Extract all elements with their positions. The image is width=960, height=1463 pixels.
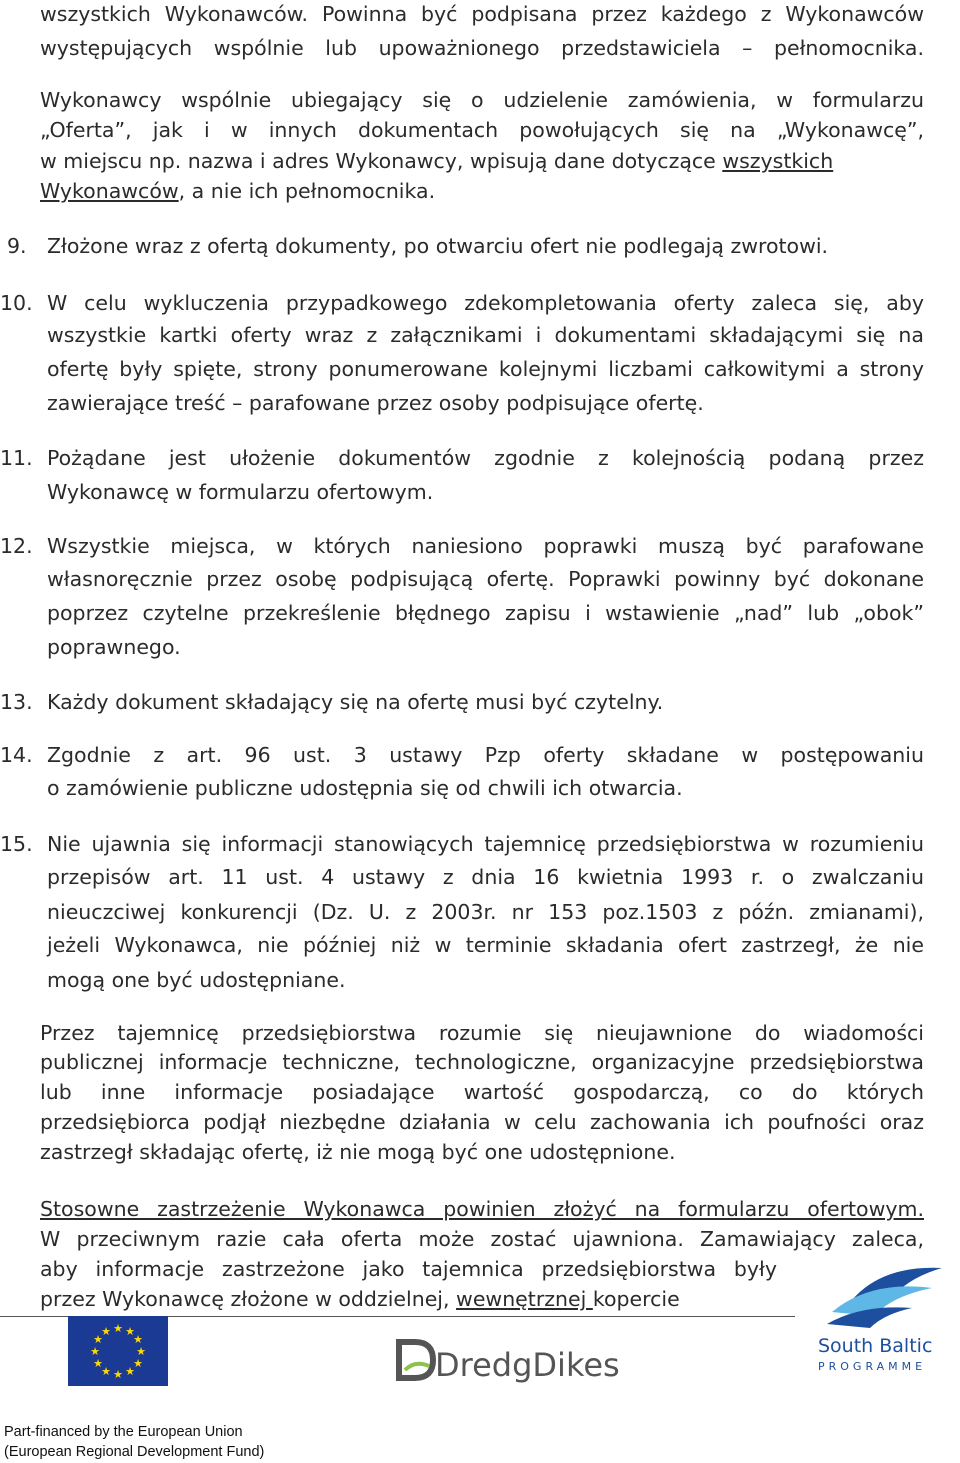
south-baltic-subtitle: PROGRAMME [818, 1360, 927, 1373]
south-baltic-logo [812, 1260, 960, 1380]
list-item-9 [7, 229, 924, 263]
list-text: Pożądane jest ułożenie dokumentów zgodnie z kolejnością podaną przez [47, 446, 924, 470]
svg-text:★: ★ [93, 1333, 103, 1346]
paragraph-line: Stosowne zastrzeżenie Wykonawca powinien złożyć na formularzu ofertowym. [40, 1197, 924, 1221]
list-text: Każdy dokument składający się na ofertę musi być czytelny. [47, 690, 664, 714]
paragraph-line: W przeciwnym razie cała oferta może zostać ujawniona. Zamawiający zaleca, [40, 1227, 924, 1251]
list-text: wszystkie kartki oferty wraz z załącznikami i dokumentami składającymi się na [47, 323, 924, 347]
list-text: ofertę były spięte, strony ponumerowane kolejnymi liczbami całkowitymi a strony [47, 357, 924, 381]
svg-text:★: ★ [113, 1322, 123, 1335]
dredgdikes-wordmark: DredgDikes [435, 1346, 620, 1384]
text-run: w miejscu np. nazwa i adres Wykonawcy, wpisują dane dotyczące [40, 149, 723, 173]
paragraph-line: aby informacje zastrzeżone jako tajemnica przedsiębiorstwa były [40, 1257, 777, 1281]
eu-stars-icon [68, 1316, 168, 1386]
list-text: poprzez czytelne przekreślenie błędnego zapisu i wstawienie „nad” lub „obok” [47, 601, 924, 625]
list-text: Wykonawcę w formularzu ofertowym. [47, 480, 434, 504]
list-text: jeżeli Wykonawca, nie później niż w terminie składania ofert zastrzegł, że nie [47, 933, 924, 957]
footer [4, 1422, 264, 1462]
list-text: zawierające treść – parafowane przez osoby podpisujące ofertę. [47, 391, 704, 415]
list-number: 9. [7, 234, 27, 258]
list-text: o zamówienie publiczne udostępnia się od chwili ich otwarcia. [47, 776, 683, 800]
svg-text:★: ★ [93, 1357, 103, 1370]
list-text: Wszystkie miejsca, w których naniesiono poprawki muszą być parafowane [47, 534, 924, 558]
text-run: , a nie ich pełnomocnika. [178, 179, 436, 203]
text-run: kopercie [592, 1287, 680, 1311]
paragraph-line: Przez tajemnicę przedsiębiorstwa rozumie się nieujawnione do wiadomości [40, 1021, 924, 1045]
svg-text:★: ★ [133, 1333, 143, 1346]
list-text: poprawnego. [47, 635, 181, 659]
dredgdikes-logo [395, 1330, 620, 1390]
text-run: przez Wykonawcę złożone w oddzielnej, [40, 1287, 457, 1311]
list-number: 14. [0, 743, 33, 767]
svg-text:★: ★ [125, 1325, 135, 1338]
svg-text:★: ★ [125, 1365, 135, 1378]
list-number: 11. [0, 446, 33, 470]
svg-text:★: ★ [101, 1325, 111, 1338]
paragraph-line: publicznej informacje techniczne, technologiczne, organizacyjne przedsiębiorstwa [40, 1050, 924, 1074]
south-baltic-wave-icon [812, 1260, 960, 1380]
list-number: 12. [0, 534, 33, 558]
paragraph-line [40, 174, 924, 208]
svg-text:★: ★ [101, 1365, 111, 1378]
list-text: własnoręcznie przez osobę podpisującą ofertę. Poprawki powinny być dokonane [47, 567, 924, 591]
paragraph-line: przedsiębiorca podjął niezbędne działania w celu zachowania ich poufności oraz [40, 1110, 924, 1134]
svg-text:★: ★ [113, 1368, 123, 1381]
underlined-text: wszystkich [722, 149, 834, 173]
footer-line: (European Regional Development Fund) [4, 1444, 265, 1460]
paragraph-line: zastrzegł składając ofertę, iż nie mogą być one udostępnione. [40, 1140, 676, 1164]
underlined-text: Wykonawców [40, 179, 179, 203]
list-text: mogą one być udostępniane. [47, 968, 346, 992]
footer-line: Part-financed by the European Union [4, 1424, 243, 1440]
paragraph-line: Wykonawcy wspólnie ubiegający się o udzielenie zamówienia, w formularzu [40, 88, 924, 112]
eu-flag-logo [68, 1316, 168, 1386]
paragraph-line: lub inne informacje posiadające wartość gospodarczą, co do których [40, 1080, 924, 1104]
paragraph-line: wszystkich Wykonawców. Powinna być podpisana przez każdego z Wykonawców [40, 2, 924, 26]
underlined-text: wewnętrznej [456, 1287, 593, 1311]
list-text: przepisów art. 11 ust. 4 ustawy z dnia 16 kwietnia 1993 r. o zwalczaniu [47, 865, 924, 889]
paragraph-line [40, 144, 924, 178]
list-text: Nie ujawnia się informacji stanowiących tajemnicę przedsiębiorstwa w rozumieniu [47, 832, 924, 856]
list-text: nieuczciwej konkurencji (Dz. U. z 2003r. nr 153 poz.1503 z późn. zmianami), [47, 900, 924, 924]
svg-text:★: ★ [136, 1345, 146, 1358]
paragraph-line [40, 1282, 777, 1316]
list-item-13 [0, 685, 924, 719]
list-text: Złożone wraz z ofertą dokumenty, po otwarciu ofert nie podlegają zwrotowi. [47, 234, 829, 258]
paragraph-line: „Oferta”, jak i w innych dokumentach powołujących się na „Wykonawcę”, [40, 118, 924, 142]
svg-text:★: ★ [133, 1357, 143, 1370]
list-number: 13. [0, 690, 33, 714]
list-text: W celu wykluczenia przypadkowego zdekompletowania oferty zaleca się, aby [47, 291, 924, 315]
paragraph-line: występujących wspólnie lub upoważnionego przedstawiciela – pełnomocnika. [40, 36, 924, 60]
svg-text:★: ★ [90, 1345, 100, 1358]
dredgdikes-logo-graphic [395, 1330, 620, 1390]
list-number: 10. [0, 291, 33, 315]
list-text: Zgodnie z art. 96 ust. 3 ustawy Pzp oferty składane w postępowaniu [47, 743, 924, 767]
list-number: 15. [0, 832, 33, 856]
south-baltic-title: South Baltic [818, 1335, 933, 1357]
